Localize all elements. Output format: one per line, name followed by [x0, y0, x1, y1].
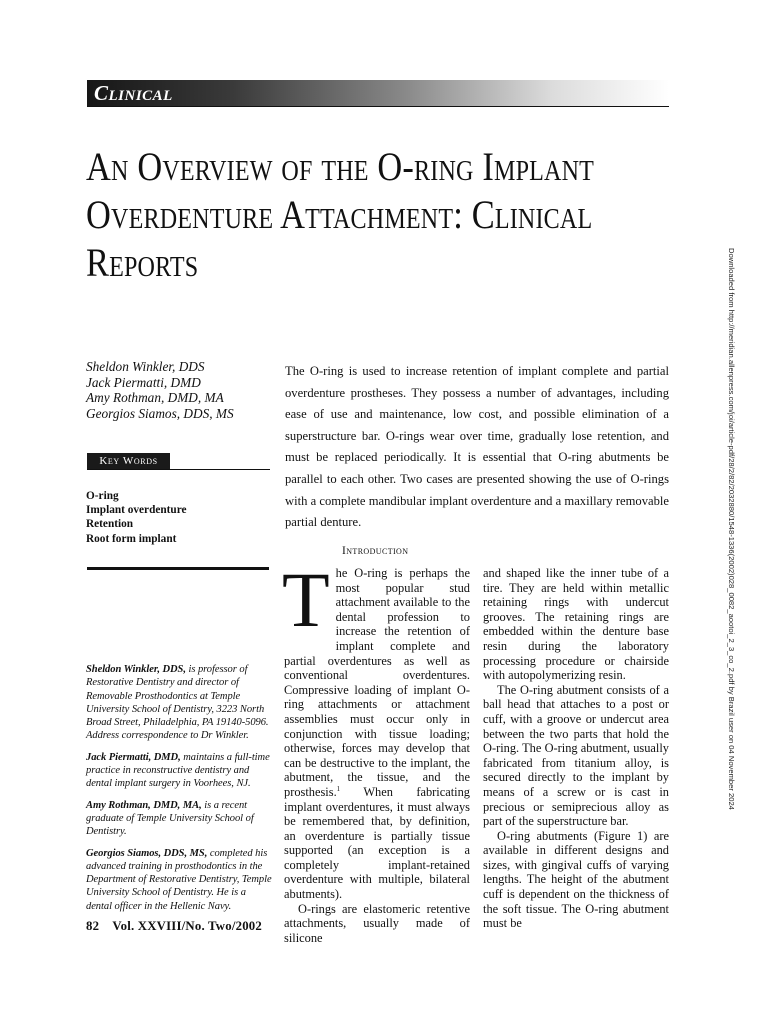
author-bio — [86, 847, 272, 913]
bio-name: Jack Piermatti, DMD, — [86, 751, 181, 763]
section-banner — [87, 80, 669, 107]
bio-name: Georgios Siamos, DDS, MS, — [86, 847, 208, 859]
article-title — [86, 143, 602, 287]
author-bio — [86, 663, 272, 743]
author: Amy Rothman, DMD, MA — [86, 390, 224, 405]
body-paragraph: and shaped like the inner tube of a tire. They are held within metallic retaining rings with undercut grooves. The retaining rings are embedded within the denture base resin during the laboratory processing procedure or chairside with autopolymerizing resin. — [483, 566, 669, 683]
body-paragraph — [282, 556, 470, 902]
journal-volume: Vol. XXVIII/No. Two/2002 — [112, 919, 262, 933]
title-line: An Overview of the O-ring Implant — [86, 144, 595, 189]
divider-rule — [87, 567, 269, 570]
paragraph-text: he O-ring is perhaps the most popular stud attachment available to the dental profession to increase the retention of implant complete and partial overdentures as well as conventional overdentures. Compressive loading of implant O-ring attachments or attachment assemblies must occur only in conjunction with tissue loading; otherwise, forces may develop that can be destructive to the implant, the abutment, the tissue, and the prosthesis. — [284, 566, 470, 799]
author: Sheldon Winkler, DDS — [86, 359, 205, 374]
key-word: Retention — [86, 518, 134, 531]
paragraph-text: When fabricating implant overdentures, it must always be remembered that, by definition, an overdenture is partially tissue supported (an exception is a completely implant-retained overdenture with multiple, bilateral abutments). — [284, 784, 470, 902]
bio-text: is professor of Restorative Dentistry and director of Removable Prosthodontics at Temple University School of Dentistry, 3223 North Broad Street, Philadelphia, PA 19140-5096. Address correspondence to Dr Winkler. — [86, 664, 269, 742]
key-words-label: Key Words — [87, 453, 170, 469]
title-line: Overdenture Attachment: Clinical — [86, 192, 593, 237]
bio-text: is a recent graduate of Temple University School of Dentistry. — [86, 799, 254, 838]
author-list — [86, 359, 286, 421]
body-column-2 — [483, 566, 669, 931]
key-words-list — [86, 489, 276, 546]
citation-superscript: 1 — [336, 784, 341, 793]
title-line: Reports — [86, 240, 199, 285]
author: Jack Piermatti, DMD — [86, 374, 201, 390]
body-paragraph: The O-ring abutment consists of a ball head that attaches to a post or cuff, with a groove or undercut area between the two parts that hold the O-ring. The O-ring abutment, usually fabricated from titanium alloy, is secured directly to the implant by means of a screw or is cast in precious or semiprecious alloy as part of the superstructure bar. — [483, 682, 669, 829]
key-words-header — [87, 453, 270, 470]
author-bios — [86, 663, 272, 921]
drop-cap: T — [282, 556, 330, 643]
page-number: 82 — [86, 919, 100, 933]
body-paragraph: O-rings are elastomeric retentive attachments, usually made of silicone — [284, 901, 470, 945]
author-bio — [86, 751, 272, 791]
key-word: Root form implant — [86, 532, 177, 545]
author-bio — [86, 799, 272, 839]
section-label: Clinical — [94, 81, 173, 105]
page-footer — [86, 919, 262, 934]
download-note: Downloaded from http://meridian.allenpress.com/joi/article-pdf/28/2/82/2032880/1548-1336(2002)028_0082_aootoi_2_3_co_2.pdf by Brazil user on 04 November 2024 — [727, 248, 736, 810]
bio-name: Sheldon Winkler, DDS, — [86, 664, 186, 675]
key-word: O-ring — [86, 490, 119, 502]
abstract: The O-ring is used to increase retention of implant complete and partial overdenture prostheses. They possess a number of advantages, including ease of use and maintenance, low cost, and possible elimination of a superstructure bar. O-rings wear over time, gradually lose retention, and must be replaced periodically. It is essential that O-ring abutments be parallel to each other. Two cases are presented showing the use of O-rings with a complete mandibular implant overdenture and a maxillary removable partial denture. — [285, 364, 669, 530]
bio-name: Amy Rothman, DMD, MA, — [86, 799, 202, 811]
body-column-1 — [282, 556, 470, 945]
bio-text: completed his advanced training in prosthodontics in the Department of Restorative Dentistry, Temple University School of Dentistry. He is a dental officer in the Hellenic Navy. — [86, 847, 272, 912]
body-paragraph: O-ring abutments (Figure 1) are available in different designs and sizes, with gingival cuffs of varying lengths. The height of the abutment cuff is dependent on the thickness of the soft tissue. The O-ring abutment must be — [483, 828, 669, 931]
bio-text: maintains a full-time practice in reconstructive dentistry and dental implant surgery in Voorhees, NJ. — [86, 751, 270, 790]
author: Georgios Siamos, DDS, MS — [86, 405, 234, 421]
introduction-heading: Introduction — [342, 545, 409, 557]
key-word: Implant overdenture — [86, 504, 187, 517]
